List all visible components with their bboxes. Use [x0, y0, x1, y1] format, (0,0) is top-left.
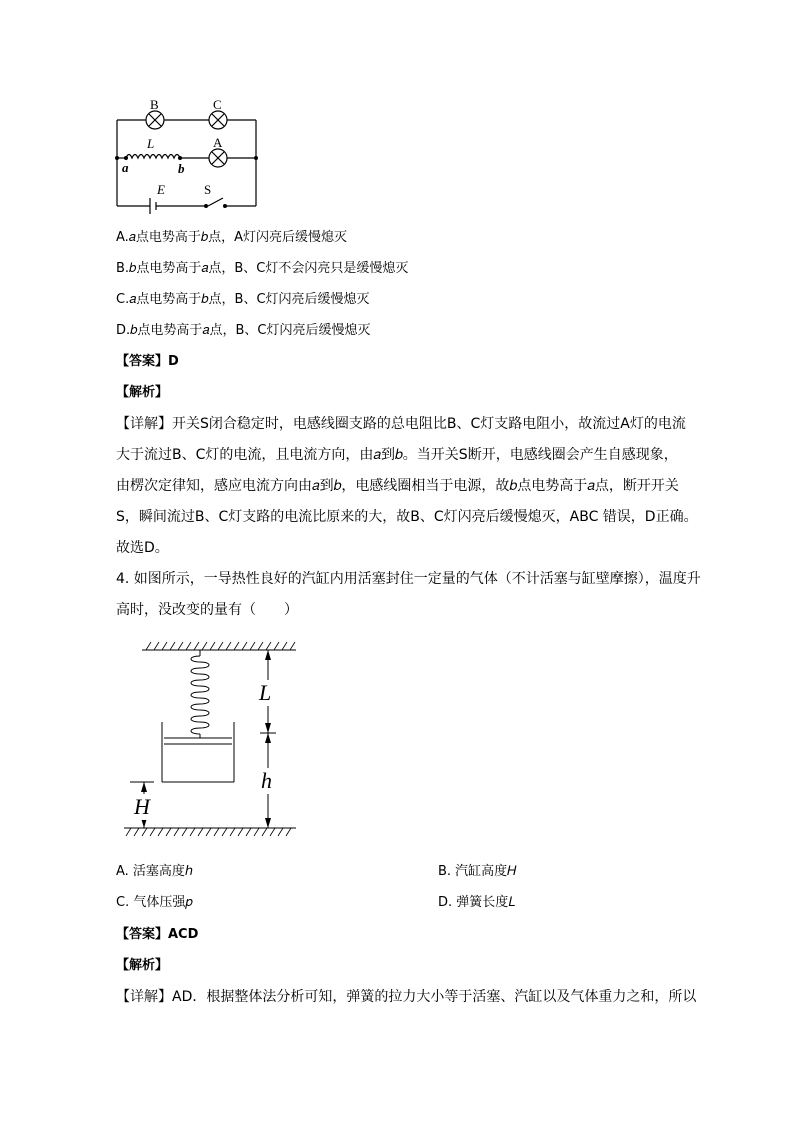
q4-detail-line-1: 【详解】AD．根据整体法分析可知，弹簧的拉力大小等于活塞、汽缸以及气体重力之和，所以 — [116, 989, 697, 1005]
q4-stem-line-2: 高时，没改变的量有（ ） — [116, 602, 298, 618]
q3-detail-line-4: S，瞬间流过B、C灯支路的电流比原来的大，故B、C灯闪亮后缓慢熄灭，ABC 错误，D正确。 — [116, 509, 698, 525]
q3-detail-line-3: 由楞次定律知，感应电流方向由𝑎到𝑏，电感线圈相当于电源，故𝑏点电势高于𝑎点，断开开关 — [116, 478, 679, 494]
label-L: L — [259, 680, 272, 705]
q3-detail-line-1: 【详解】开关S闭合稳定时，电感线圈支路的总电阻比B、C灯支路电阻小，故流过A灯的电流 — [116, 416, 686, 432]
q3-option-a: A.𝑎点电势高于𝑏点，A灯闪亮后缓慢熄灭 — [116, 230, 348, 245]
q3-detail-line-5: 故选D。 — [116, 540, 169, 556]
q4-option-c: C. 气体压强𝑝 — [116, 895, 193, 910]
lamp-b-label: B — [150, 97, 159, 112]
point-b-label: b — [178, 161, 185, 176]
q4-analysis-heading: 【解析】 — [116, 958, 169, 973]
battery-label: E — [157, 182, 165, 197]
switch-label: S — [204, 182, 212, 197]
lamp-a-label: A — [213, 135, 223, 150]
lamp-c-label: C — [213, 97, 222, 112]
q3-option-c: C.𝑎点电势高于𝑏点，B、C灯闪亮后缓慢熄灭 — [116, 292, 370, 307]
spring-cylinder-figure — [120, 638, 304, 838]
q4-option-a: A. 活塞高度ℎ — [116, 864, 194, 879]
q4-option-b: B. 汽缸高度𝐻 — [438, 864, 517, 879]
q3-option-b: B.𝑏点电势高于𝑎点，B、C灯不会闪亮只是缓慢熄灭 — [116, 261, 409, 276]
point-a-label: a — [122, 160, 129, 175]
q4-stem-line-1: 4. 如图所示，一导热性良好的汽缸内用活塞封住一定量的气体（不计活塞与缸壁摩擦），温度升 — [116, 571, 701, 587]
q3-detail-line-2: 大于流过B、C灯的电流，且电流方向，由𝑎到𝑏。当开关S断开，电感线圈会产生自感现象， — [116, 447, 678, 463]
circuit-diagram — [108, 92, 268, 216]
inductor-label: L — [147, 136, 155, 151]
label-H: H — [134, 794, 150, 819]
label-h: h — [261, 768, 272, 793]
q3-option-d: D.𝑏点电势高于𝑎点，B、C灯闪亮后缓慢熄灭 — [116, 323, 371, 338]
q3-analysis-heading: 【解析】 — [116, 385, 169, 400]
q3-answer: 【答案】D — [116, 354, 179, 369]
q4-answer: 【答案】ACD — [116, 927, 199, 942]
q4-option-d: D. 弹簧长度𝐿 — [438, 895, 516, 910]
